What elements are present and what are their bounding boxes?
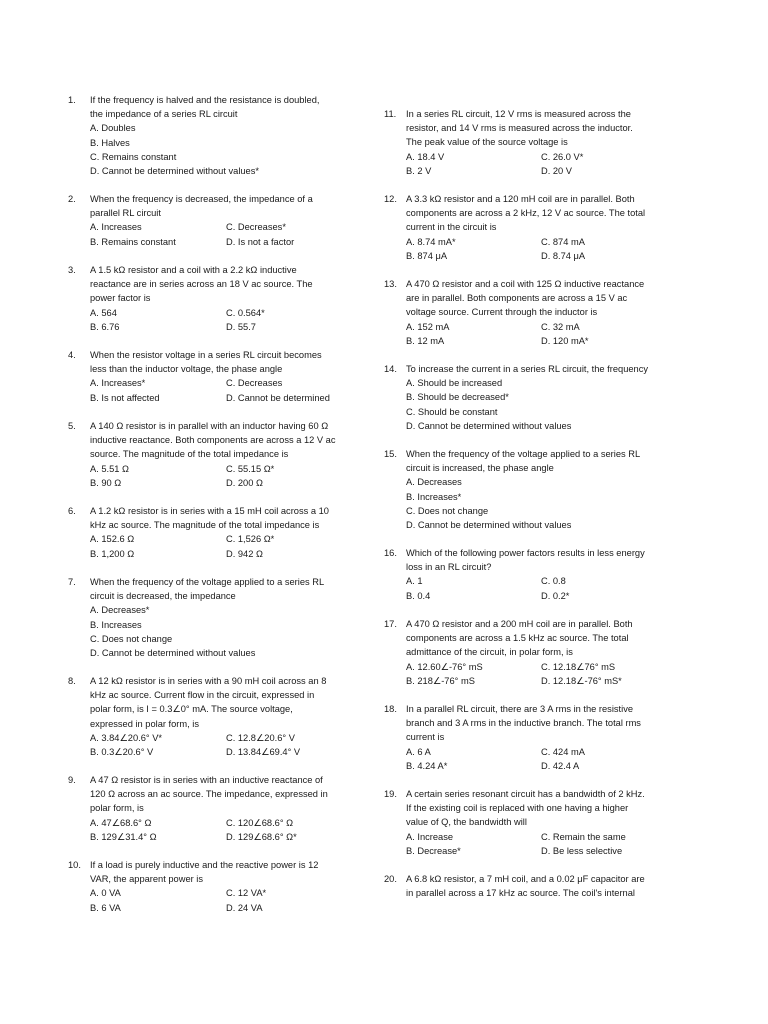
stem-line: A 140 Ω resistor is in parallel with an inductor having 60 Ω [90,421,329,431]
stem-line: value of Q, the bandwidth will [406,817,527,828]
answer-option: D. Cannot be determined without values* [90,166,259,177]
stem-line: power factor is [90,293,151,304]
stem-line: polar form, is I = 0.3∠0° mA. The source voltage, [90,704,293,715]
question-body [406,872,645,900]
answer-option: D. 12.18∠-76° mS* [541,675,622,686]
question-stem [406,546,645,574]
stem-line: polar form, is [90,803,144,814]
answer-row [90,235,313,249]
answer-option: D. 8.74 μA [541,250,586,261]
answer-option: C. 12.8∠20.6° V [226,732,295,743]
question-number: 1. [68,95,76,105]
stem-line: When the resistor voltage in a series RL circuit becomes [90,350,322,360]
answer-option: A. Doubles [90,123,136,134]
question-stem [90,348,322,376]
stem-line: VAR, the apparent power is [90,874,204,885]
stem-line: circuit is increased, the phase angle [406,463,554,474]
stem-line: kHz ac source. Current flow in the circuit, expressed in [90,690,315,701]
answer-row [406,574,645,588]
stem-line: branch and 3 A rms in the inductive branch. The total rms [406,718,641,729]
answer-option: D. 13.84∠69.4° V [226,747,301,757]
stem-line: If a load is purely inductive and the reactive power is 12 [90,860,319,870]
answer-option: C. 120∠68.6° Ω [226,817,294,828]
answer-option: B. 129∠31.4° Ω [90,831,157,842]
answer-option: C. 55.15 Ω* [226,463,275,474]
answer-option: D. 942 Ω [226,548,263,559]
stem-line: To increase the current in a series RL circuit, the frequency [406,364,649,374]
answer-row [406,844,645,858]
question-body [90,263,313,334]
question-number: 16. [384,548,397,558]
question-stem [90,674,326,731]
answer-row [90,532,329,546]
answer-row [90,220,313,234]
answer-option: B. Should be decreased* [406,392,509,403]
answer-option: C. 0.8 [541,576,566,587]
question-number: 2. [68,194,76,204]
answer-option: C. Remain the same [541,831,626,842]
answer-option: A. 1 [406,576,423,587]
answer-option: A. 0 VA [90,888,121,899]
question-number: 10. [68,860,81,870]
stem-line: A certain series resonant circuit has a bandwidth of 2 kHz. [406,789,645,799]
answer-option: A. 12.60∠-76° mS [406,661,483,672]
question-body [90,575,324,660]
question-number: 13. [384,279,397,289]
answer-option: C. Does not change [406,505,489,516]
stem-line: kHz ac source. The magnitude of the total impedance is [90,520,320,531]
stem-line: In a parallel RL circuit, there are 3 A rms in the resistive [406,704,634,714]
answer-option: D. 24 VA [226,902,263,913]
stem-line: parallel RL circuit [90,208,161,219]
stem-line: reactance are in series across an 18 V ac source. The [90,279,313,290]
question-body [406,546,645,603]
answer-option: B. Decrease* [406,845,461,856]
stem-line: If the existing coil is replaced with one having a higher [406,803,629,814]
answer-row [90,476,335,490]
question-number: 6. [68,506,76,516]
question-stem [90,93,319,121]
answer-option: C. 1,526 Ω* [226,534,275,545]
answer-option: B. 1,200 Ω [90,548,135,559]
stem-line: 120 Ω across an ac source. The impedance, expressed in [90,789,328,800]
stem-line: A 1.5 kΩ resistor and a coil with a 2.2 kΩ inductive [90,265,297,275]
question-body [90,674,326,759]
question-body [406,192,645,263]
question-number: 7. [68,577,76,587]
answer-option: C. 0.564* [226,307,265,318]
question-body [406,362,648,433]
answer-option: D. Is not a factor [226,236,295,247]
answer-option: D. Cannot be determined without values [90,648,256,659]
answer-option: B. 2 V [406,165,432,176]
answer-row [90,306,313,320]
question-body [406,107,633,178]
answer-row [90,901,318,915]
stem-line: inductive reactance. Both components are across a 12 V ac [90,435,336,446]
answer-option: A. Increase [406,831,454,842]
answer-row [90,886,318,900]
stem-line: When the frequency of the voltage applied to a series RL [90,577,325,587]
stem-line: components are across a 1.5 kHz ac source. The total [406,633,629,644]
answer-option: B. 6 VA [90,902,121,913]
question-stem [90,263,313,306]
question-body [406,702,641,773]
answer-option: A. Should be increased [406,378,503,389]
question-body [90,504,329,561]
question-number: 9. [68,775,76,785]
stem-line: resistor, and 14 V rms is measured across the inductor. [406,123,633,134]
answer-row [90,376,322,390]
answer-option: B. 4.24 A* [406,760,448,771]
answer-option: A. 6 A [406,746,431,757]
answer-option: A. 152.6 Ω [90,534,135,545]
answer-option: D. 55.7 [226,321,256,332]
stem-line: If the frequency is halved and the resistance is doubled, [90,95,320,105]
question-stem [406,617,633,660]
answer-option: C. 12 VA* [226,888,267,899]
answer-option: B. Halves [90,137,130,148]
question-number: 3. [68,265,76,275]
answer-option: D. Cannot be determined without values [406,420,572,431]
answer-option: D. 120 mA* [541,335,589,346]
question-stem [90,575,324,603]
question-number: 12. [384,194,397,204]
question-body [406,617,633,688]
question-body [90,348,330,405]
answer-row [406,334,644,348]
question-number: 14. [384,364,397,374]
answer-option: A. 564 [90,307,117,318]
stem-line: A 1.2 kΩ resistor is in series with a 15 mH coil across a 10 [90,506,329,516]
answer-option: C. 874 mA [541,236,585,247]
question-number: 15. [384,449,397,459]
stem-line: A 3.3 kΩ resistor and a 120 mH coil are in parallel. Both [406,194,635,204]
question-stem [406,702,641,745]
question-stem [406,787,645,830]
answer-option: C. 424 mA [541,746,585,757]
stem-line: When the frequency is decreased, the impedance of a [90,194,313,204]
answer-option: C. Decreases* [226,222,286,233]
answer-row [406,759,641,773]
answer-option: A. Increases [90,222,142,233]
stem-line: A 47 Ω resistor is in series with an inductive reactance of [90,775,323,785]
stem-line: voltage source. Current through the inductor is [406,307,598,318]
answer-option: C. 26.0 V* [541,151,584,162]
question-body [90,419,335,490]
answer-option: A. 47∠68.6° Ω [90,817,152,828]
answer-row [406,150,633,164]
stem-line: expressed in polar form, is [90,718,200,729]
question-stem [90,192,313,220]
answer-option: B. Is not affected [90,392,160,403]
answer-option: D. 0.2* [541,590,570,601]
answer-option: D. Be less selective [541,845,623,856]
answer-option: C. Remains constant [90,151,177,162]
question-body [406,277,644,348]
answer-row [90,731,326,745]
answer-row [90,547,329,561]
answer-row [90,462,335,476]
question-body [406,787,645,858]
answer-option: A. Decreases [406,477,462,488]
stem-line: A 12 kΩ resistor is in series with a 90 mH coil across an 8 [90,676,327,686]
answer-row [90,320,313,334]
stem-line: are in parallel. Both components are across a 15 V ac [406,293,628,304]
answer-option: B. Remains constant [90,236,176,247]
question-body [90,773,328,844]
stem-line: admittance of the circuit, in polar form, is [406,647,573,658]
stem-line: The peak value of the source voltage is [406,137,568,148]
question-number: 4. [68,350,76,360]
question-number: 8. [68,676,76,686]
stem-line: In a series RL circuit, 12 V rms is measured across the [406,109,631,119]
answer-option: B. 0.3∠20.6° V [90,747,154,757]
question-number: 17. [384,619,397,629]
question-stem [90,419,335,462]
answer-row [406,320,644,334]
question-stem [90,504,329,532]
stem-line: A 470 Ω resistor and a coil with 125 Ω inductive reactance [406,279,645,289]
answer-option: C. Does not change [90,633,173,644]
stem-line: components are across a 2 kHz, 12 V ac source. The total [406,208,646,219]
question-number: 18. [384,704,397,714]
answer-option: B. Increases* [406,491,462,502]
stem-line: current in the circuit is [406,222,497,233]
question-body [90,93,319,178]
answer-row [406,830,645,844]
question-stem [406,107,633,150]
answer-row [406,674,633,688]
answer-option: A. Decreases* [90,605,150,616]
stem-line: circuit is decreased, the impedance [90,591,236,602]
question-number: 11. [384,109,397,119]
question-stem [406,362,648,376]
stem-line: Which of the following power factors results in less energy [406,548,645,558]
stem-line: the impedance of a series RL circuit [90,109,238,120]
answer-option: C. Should be constant [406,406,498,417]
question-number: 19. [384,789,397,799]
answer-row [90,391,330,405]
stem-line: source. The magnitude of the total impedance is [90,449,289,460]
question-body [90,192,313,249]
answer-option: D. 20 V [541,165,573,176]
stem-line: current is [406,732,445,743]
answer-option: C. 12.18∠76° mS [541,661,616,672]
answer-row [406,660,633,674]
answer-option: D. 200 Ω [226,477,263,488]
question-body [90,858,318,915]
answer-option: D. 42.4 A [541,760,580,771]
answer-option: B. 90 Ω [90,477,122,488]
question-number: 20. [384,874,397,884]
stem-line: A 470 Ω resistor and a 200 mH coil are in parallel. Both [406,619,633,629]
question-stem [406,277,644,320]
question-stem [90,773,328,816]
answer-option: A. 5.51 Ω [90,463,129,474]
stem-line: When the frequency of the voltage applied to a series RL [406,449,641,459]
stem-line: less than the inductor voltage, the phase angle [90,364,283,375]
question-body [406,447,640,532]
answer-option: A. 152 mA [406,321,450,332]
question-stem [90,858,318,886]
stem-line: loss in an RL circuit? [406,562,492,573]
answer-row [90,745,326,759]
answer-option: B. Increases [90,619,142,630]
answer-row [90,830,328,844]
answer-option: B. 874 μA [406,250,448,261]
answer-option: B. 6.76 [90,321,120,332]
answer-option: C. 32 mA [541,321,580,332]
stem-line: in parallel across a 17 kHz ac source. The coil's internal [406,888,635,899]
question-number: 5. [68,421,76,431]
answer-option: A. 8.74 mA* [406,236,456,247]
answer-option: B. 12 mA [406,335,445,346]
question-stem [406,872,645,900]
question-stem [406,447,640,475]
question-stem [406,192,645,235]
answer-row [406,164,633,178]
answer-row [406,745,641,759]
answer-option: A. 18.4 V [406,151,445,162]
answer-option: A. 3.84∠20.6° V* [90,732,163,743]
answer-option: B. 0.4 [406,590,431,601]
answer-option: D. 129∠68.6° Ω* [226,831,297,842]
answer-row [406,235,645,249]
answer-option: B. 218∠-76° mS [406,675,475,686]
answer-option: C. Decreases [226,378,283,389]
answer-row [90,816,328,830]
stem-line: A 6.8 kΩ resistor, a 7 mH coil, and a 0.02 μF capacitor are [406,874,645,884]
answer-row [406,249,645,263]
answer-option: A. Increases* [90,378,146,389]
answer-row [406,589,645,603]
answer-option: D. Cannot be determined [226,392,330,403]
answer-option: D. Cannot be determined without values [406,520,572,531]
